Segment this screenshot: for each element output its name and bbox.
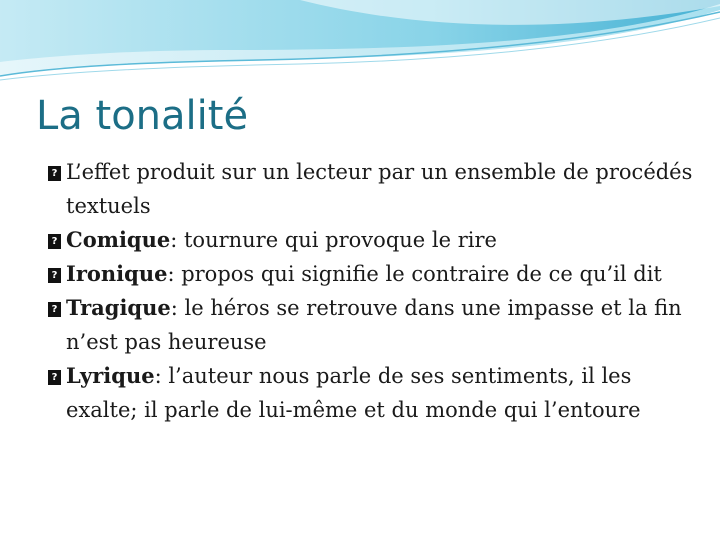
bullet-icon bbox=[48, 370, 61, 385]
bullet-term: Tragique bbox=[66, 295, 171, 320]
bullet-item-tragique bbox=[46, 291, 696, 359]
bullet-icon bbox=[48, 166, 61, 181]
bullet-term: Lyrique bbox=[66, 363, 155, 388]
bullet-icon bbox=[48, 234, 61, 249]
header-wave-decoration bbox=[0, 0, 720, 90]
bullet-text: : propos qui signifie le contraire de ce qu’il dit bbox=[167, 262, 662, 286]
bullet-text: : tournure qui provoque le rire bbox=[170, 228, 497, 252]
bullet-list bbox=[46, 155, 696, 427]
bullet-term: Ironique bbox=[66, 261, 168, 286]
bullet-item-definition bbox=[46, 155, 696, 223]
bullet-item-ironique bbox=[46, 257, 696, 291]
bullet-text: : le héros se retrouve dans une impasse et la fin n’est pas heureuse bbox=[66, 296, 682, 354]
bullet-icon bbox=[48, 268, 61, 283]
slide-title: La tonalité bbox=[36, 93, 249, 139]
bullet-icon bbox=[48, 302, 61, 317]
bullet-item-lyrique bbox=[46, 359, 696, 427]
bullet-term: Comique bbox=[66, 227, 171, 252]
bullet-text: : l’auteur nous parle de ses sentiments, il les exalte; il parle de lui-même et du monde qui l’entoure bbox=[66, 364, 641, 422]
bullet-text: L’effet produit sur un lecteur par un ensemble de procédés textuels bbox=[66, 160, 693, 218]
bullet-item-comique bbox=[46, 223, 696, 257]
